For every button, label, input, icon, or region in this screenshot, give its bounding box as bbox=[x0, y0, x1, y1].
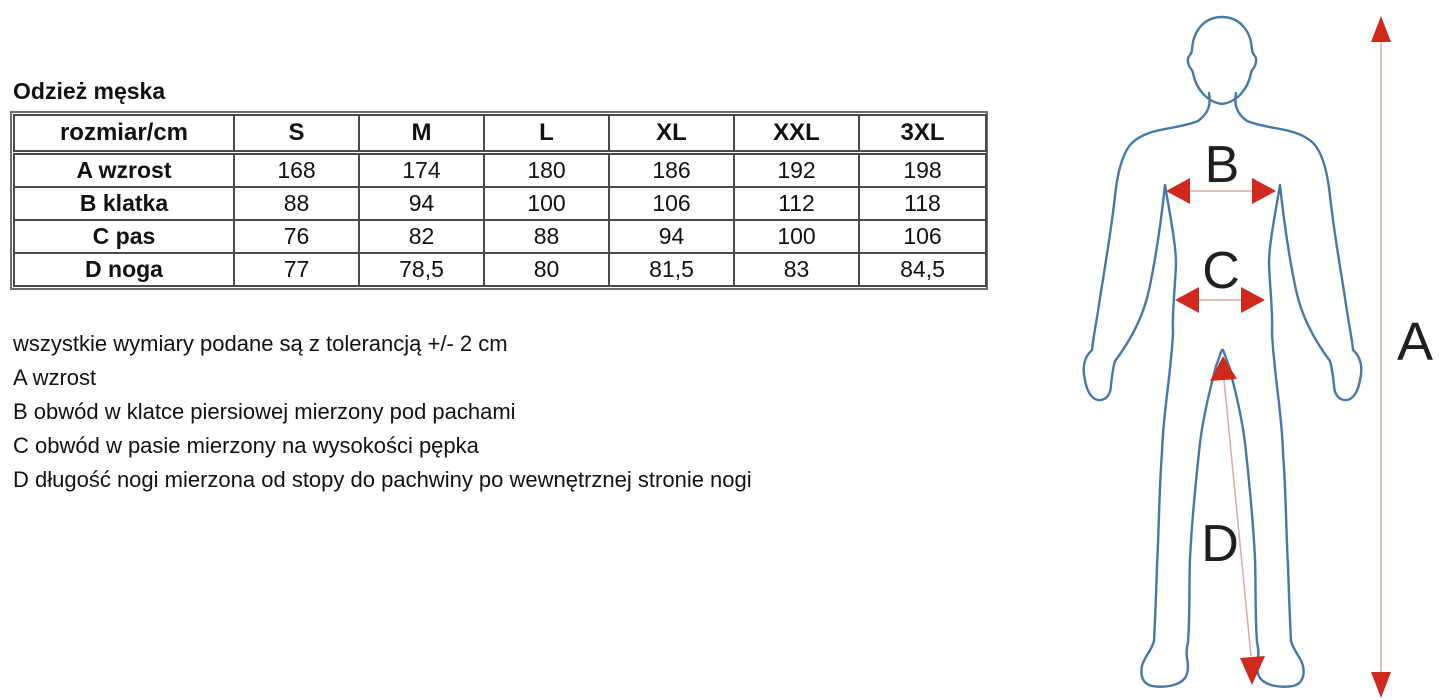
table-cell: 198 bbox=[859, 153, 986, 188]
table-cell: 192 bbox=[734, 153, 859, 188]
table-cell: 118 bbox=[859, 187, 986, 220]
body-left-outline bbox=[1084, 93, 1222, 687]
table-cell: 94 bbox=[609, 220, 734, 253]
table-cell: 81,5 bbox=[609, 253, 734, 286]
table-cell: 174 bbox=[359, 153, 484, 188]
table-row-label: B klatka bbox=[14, 187, 234, 220]
label-d: D bbox=[1201, 515, 1239, 573]
table-row bbox=[14, 187, 986, 220]
arrow-c-left-head bbox=[1175, 287, 1199, 313]
note-line-b: B obwód w klatce piersiowej mierzony pod pachami bbox=[13, 399, 516, 424]
table-cell: 186 bbox=[609, 153, 734, 188]
table-header-cell: S bbox=[234, 115, 359, 153]
note-line-a: A wzrost bbox=[13, 365, 97, 390]
table-cell: 77 bbox=[234, 253, 359, 286]
table-cell: 106 bbox=[859, 220, 986, 253]
table-header-cell: L bbox=[484, 115, 609, 153]
arrow-a-down-head bbox=[1371, 672, 1391, 698]
arrow-b-right-head bbox=[1252, 178, 1276, 204]
table-cell: 76 bbox=[234, 220, 359, 253]
label-b: B bbox=[1204, 136, 1240, 194]
page-title: Odzież męska bbox=[13, 78, 166, 104]
table-header-cell: rozmiar/cm bbox=[14, 115, 234, 153]
table-cell: 180 bbox=[484, 153, 609, 188]
table-cell: 100 bbox=[734, 220, 859, 253]
table-row bbox=[14, 220, 986, 253]
table-row bbox=[14, 153, 986, 188]
table-cell: 100 bbox=[484, 187, 609, 220]
body-measurement-diagram bbox=[1080, 0, 1444, 700]
table-cell: 168 bbox=[234, 153, 359, 188]
note-line-d: D długość nogi mierzona od stopy do pachwiny po wewnętrznej stronie nogi bbox=[13, 467, 752, 492]
table-row bbox=[14, 253, 986, 286]
note-line-c: C obwód w pasie mierzony na wysokości pępka bbox=[13, 433, 479, 458]
table-header-cell: XL bbox=[609, 115, 734, 153]
measurement-notes bbox=[13, 327, 752, 497]
table-cell: 106 bbox=[609, 187, 734, 220]
table-row-label: D noga bbox=[14, 253, 234, 286]
table-cell: 88 bbox=[484, 220, 609, 253]
table-cell: 80 bbox=[484, 253, 609, 286]
size-table bbox=[10, 111, 988, 290]
table-header-row bbox=[14, 115, 986, 153]
body-right-outline bbox=[1223, 93, 1361, 687]
table-cell: 78,5 bbox=[359, 253, 484, 286]
table-cell: 94 bbox=[359, 187, 484, 220]
arrow-d-up-head bbox=[1210, 356, 1237, 381]
size-table-grid bbox=[13, 114, 987, 287]
label-a: A bbox=[1396, 312, 1434, 372]
note-line-tolerance: wszystkie wymiary podane są z tolerancją +/- 2 cm bbox=[13, 331, 508, 356]
table-header-cell: 3XL bbox=[859, 115, 986, 153]
body-head-outline bbox=[1188, 17, 1256, 104]
table-cell: 82 bbox=[359, 220, 484, 253]
table-header-cell: XXL bbox=[734, 115, 859, 153]
arrow-c-right-head bbox=[1241, 287, 1265, 313]
table-header-cell: M bbox=[359, 115, 484, 153]
table-row-label: A wzrost bbox=[14, 153, 234, 188]
table-cell: 83 bbox=[734, 253, 859, 286]
arrow-b-left-head bbox=[1166, 178, 1190, 204]
table-row-label: C pas bbox=[14, 220, 234, 253]
table-cell: 112 bbox=[734, 187, 859, 220]
arrow-a-up-head bbox=[1371, 16, 1391, 42]
table-cell: 88 bbox=[234, 187, 359, 220]
table-cell: 84,5 bbox=[859, 253, 986, 286]
label-c: C bbox=[1202, 242, 1240, 300]
